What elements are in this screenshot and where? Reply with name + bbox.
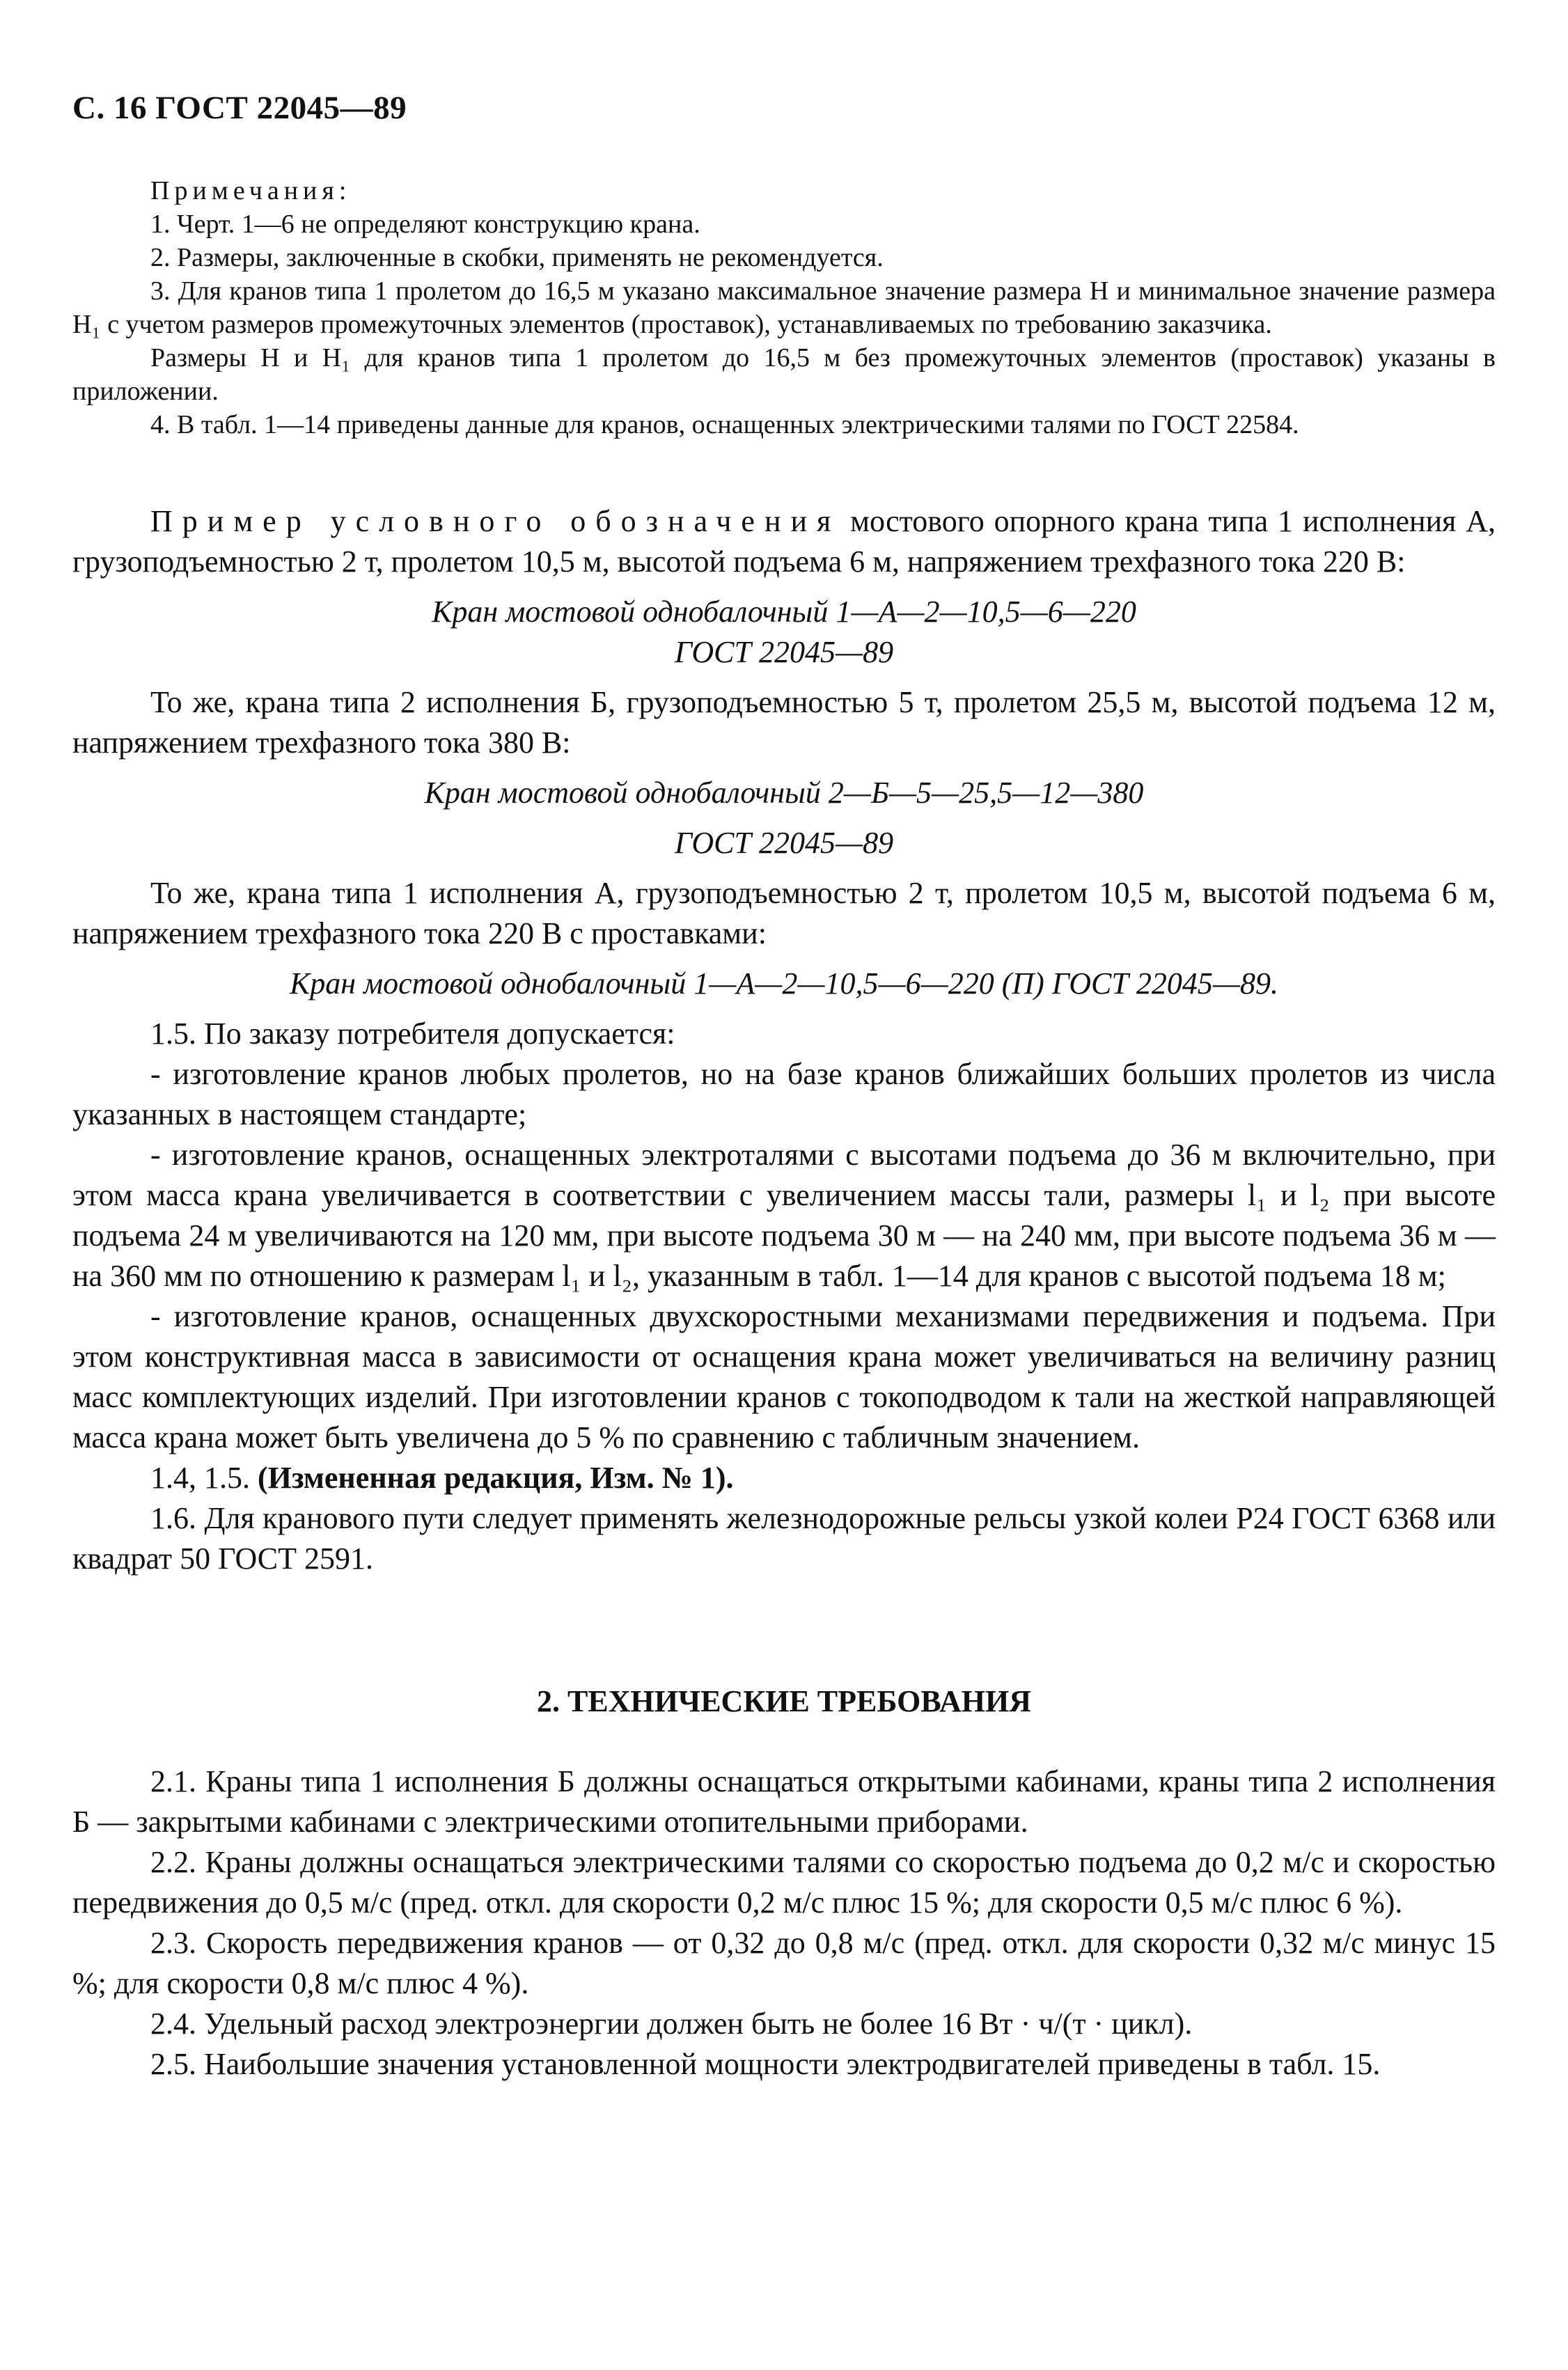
change-note (72, 1458, 1496, 1498)
section-1-5-item: - изготовление кранов любых пролетов, но на базе кранов ближайших больших пролетов из числа указанных в настоящем стандарте; (72, 1057, 1496, 1131)
note-item: 1. Черт. 1—6 не определяют конструкцию крана. (150, 210, 700, 239)
section-2-paragraph: 2.4. Удельный расход электроэнергии должен быть не более 16 Вт · ч/(т · цикл). (150, 2007, 1193, 2041)
note-item: Размеры H и H₁ для кранов типа 1 пролетом до 16,5 м без промежуточных элементов (проставок) указаны в приложении. (72, 343, 1496, 406)
section-1-5-item: - изготовление кранов, оснащенных двухскоростными механизмами передвижения и подъема. При этом конструктивная масса в зависимости от оснащения крана может увеличиваться на величину разниц масс комплектующих изделий. При изготовлении кранов с токоподводом к тали на жесткой направляющей масса крана может быть увеличена до 5 % по сравнению с табличным значением. (72, 1299, 1496, 1454)
designation-2-line-2: ГОСТ 22045—89 (674, 826, 894, 860)
change-note-bold: (Измененная редакция, Изм. № 1). (258, 1461, 734, 1495)
designation-2-line-1: Кран мостовой однобалочный 2—Б—5—25,5—12—380 (424, 776, 1144, 810)
note-item: 2. Размеры, заключенные в скобки, применять не рекомендуется. (150, 243, 884, 272)
section-1-5-item: - изготовление кранов, оснащенных электроталями с высотами подъема до 36 м включительно, при этом масса крана увеличивается в соответствии с увеличением массы тали, размеры l₁ и l₂ при высоте подъема 24 м увеличиваются на 120 мм, при высоте подъема 30 м — на 240 мм, при высоте подъема 36 м — на 360 мм по отношению к размерам l₁ и l₂, указанным в табл. 1—14 для кранов с высотой подъема 18 м; (72, 1138, 1496, 1293)
page-header: С. 16 ГОСТ 22045—89 (72, 90, 407, 126)
example-lead: Пример условного обозначения (150, 504, 841, 538)
section-2-paragraph: 2.3. Скорость передвижения кранов — от 0,32 до 0,8 м/с (пред. откл. для скорости 0,32 м/с минус 15 %; для скорости 0,8 м/с плюс 4 %). (72, 1926, 1496, 2000)
note-item: 3. Для кранов типа 1 пролетом до 16,5 м указано максимальное значение размера H и минимальное значение размера H₁ с учетом размеров промежуточных элементов (проставок), устанавливаемых по требованию заказчика. (72, 276, 1496, 339)
section-2-paragraph: 2.2. Краны должны оснащаться электрическими талями со скоростью подъема до 0,2 м/с и скоростью передвижения до 0,5 м/с (пред. откл. для скорости 0,2 м/с плюс 15 %; для скорости 0,5 м/с плюс 6 %). (72, 1845, 1496, 1920)
notes-block (72, 174, 1496, 441)
designation-1-line-2: ГОСТ 22045—89 (674, 635, 894, 669)
change-note-prefix: 1.4, 1.5. (150, 1461, 250, 1495)
example-text: мостового опорного крана типа 1 исполнения А, грузоподъемностью 2 т, пролетом 10,5 м, высотой подъема 6 м, напряжением трехфазного тока 220 В: (72, 504, 1496, 579)
example-same-2: То же, крана типа 2 исполнения Б, грузоподъемностью 5 т, пролетом 25,5 м, высотой подъема 12 м, напряжением трехфазного тока 380 В: (72, 685, 1496, 760)
section-2-block (72, 1761, 1496, 2085)
section-2-title: 2. ТЕХНИЧЕСКИЕ ТРЕБОВАНИЯ (537, 1684, 1031, 1718)
example-block (72, 501, 1496, 1579)
note-item: 4. В табл. 1—14 приведены данные для кранов, оснащенных электрическими талями по ГОСТ 22584. (150, 410, 1299, 439)
example-paragraph (72, 501, 1496, 582)
section-2-paragraph: 2.1. Краны типа 1 исполнения Б должны оснащаться открытыми кабинами, краны типа 2 исполнения Б — закрытыми кабинами с электрическими отопительными приборами. (72, 1764, 1496, 1839)
designation-3: Кран мостовой однобалочный 1—А—2—10,5—6—220 (П) ГОСТ 22045—89. (290, 966, 1278, 1000)
section-1-5-intro: 1.5. По заказу потребителя допускается: (150, 1017, 675, 1051)
example-same-3: То же, крана типа 1 исполнения А, грузоподъемностью 2 т, пролетом 10,5 м, высотой подъема 6 м, напряжением трехфазного тока 220 В с проставками: (72, 876, 1496, 950)
section-2-paragraph: 2.5. Наибольшие значения установленной мощности электродвигателей приведены в табл. 15. (150, 2047, 1381, 2081)
designation-1-line-1: Кран мостовой однобалочный 1—А—2—10,5—6—220 (432, 595, 1136, 629)
notes-title: Примечания: (150, 176, 352, 205)
section-1-6: 1.6. Для кранового пути следует применять железнодорожные рельсы узкой колеи Р24 ГОСТ 6368 или квадрат 50 ГОСТ 2591. (72, 1501, 1496, 1576)
